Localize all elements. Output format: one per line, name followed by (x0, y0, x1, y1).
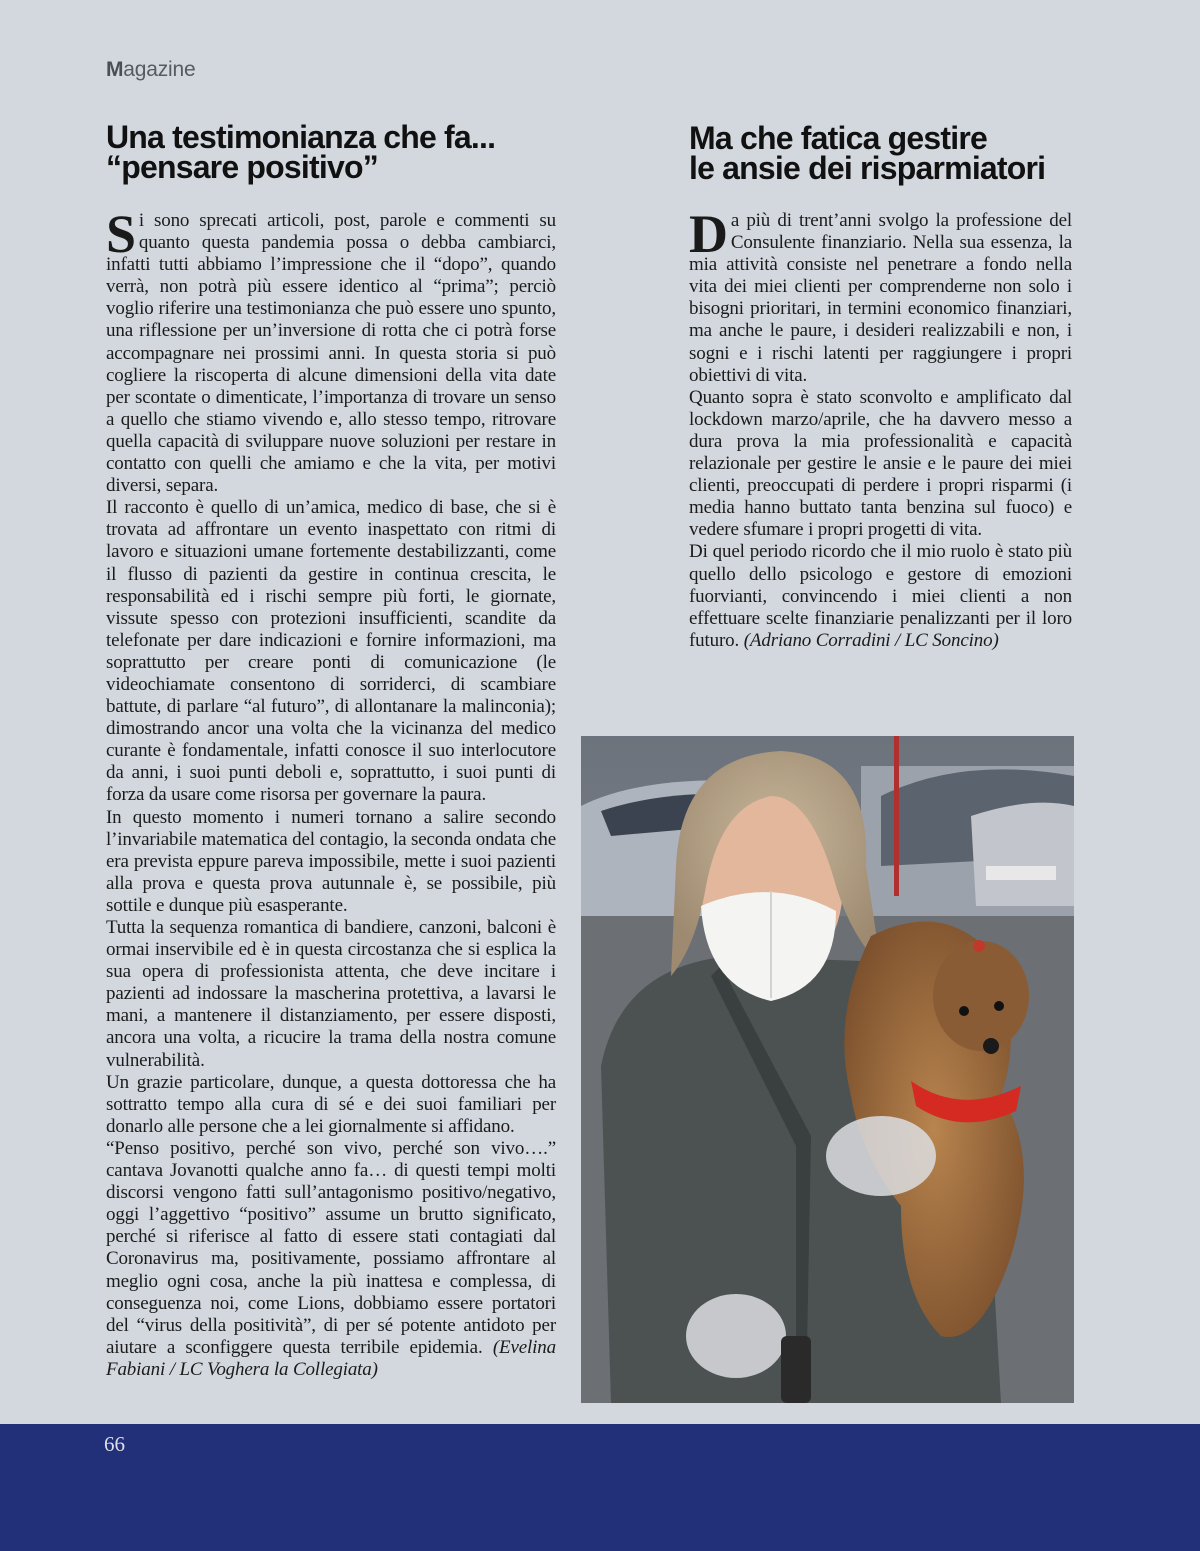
author-signature: (Adriano Corradini / LC Soncino) (743, 629, 999, 651)
right-article-title (689, 120, 1089, 186)
left-title-line-2: “pensare positivo” (106, 149, 378, 185)
page-number: 66 (104, 1432, 125, 1456)
paragraph: Tutta la sequenza romantica di bandiere, canzoni, balconi è ormai inservibile ed è in questa circostanza che si esplica la sua opera di professionista attenta, che deve incitare i pazienti ad indossare la mascherina protettiva, a lavarsi le mani, a mantenere il distanziamento, per essere disposti, ancora una volta, a ricucire la trama della nostra comune vulnerabilità. (106, 917, 556, 1071)
paragraph: Quanto sopra è stato sconvolto e amplificato dal lockdown marzo/aprile, che ha davvero messo a dura prova la mia professionalità e capacità relazionale per gestire le ansie e le paure dei miei clienti, preoccupati di perdere i propri risparmi (i media hanno buttato tanta benzina sul fuoco) e vedere sfumare i propri progetti di vita. (689, 386, 1072, 541)
section-label: Magazine (106, 58, 196, 81)
right-title-line-1: Ma che fatica gestire (689, 120, 987, 156)
drop-cap: D (689, 204, 728, 264)
left-article-title (106, 119, 566, 185)
paragraph: Un grazie particolare, dunque, a questa dottoressa che ha sottratto tempo alla cura di sé e dei suoi familiari per donarlo alle persone che a lei giornalmente si affidano. (106, 1071, 556, 1137)
paragraph: “Penso positivo, perché son vivo, perché son vivo….” cantava Jovanotti qualche anno fa… di questi tempi molti discorsi vengono fatti sull’antagonismo positivo/negativo, oggi l’aggettivo “positivo” assume un brutto significato, perché si riferisce al fatto di essere stati contagiati dal Coronavirus ma, positivamente, possiamo affrontare al meglio ogni cosa, anche la più inattesa e complessa, di conseguenza noi, come Lions, dobbiamo essere portatori del “virus della positività”, di per sé potente antidoto per aiutare a sconfiggere questa terribile epidemia. (Evelina Fabiani / LC Voghera la Collegiata) (106, 1137, 556, 1380)
paragraph: In questo momento i numeri tornano a salire secondo l’invariabile matematica del contagio, la seconda ondata che era prevista eppure pareva impossibile, mette i suoi pazienti alla prova e questa prova autunnale è, se possibile, più sottile e dunque più esasperante. (106, 806, 556, 916)
footer-band (0, 1424, 1200, 1551)
left-article-body (106, 204, 556, 1381)
right-article-body (689, 204, 1072, 652)
drop-cap: S (106, 204, 136, 264)
paragraph: Si sono sprecati articoli, post, parole e commenti su quanto questa pandemia possa o debba cambiarci, infatti tutti abbiamo l’impressione che il “dopo”, quando verrà, non potrà più essere identico al “prima”; perciò voglio riferire una testimonianza che può essere uno spunto, una riflessione per un’inversione di rotta che ci potrà forse accompagnare nei prossimi anni. In questa storia si può cogliere la riscoperta di alcune dimensioni della vita date per scontate o dimenticate, l’importanza di trovare un senso a quello che stiamo vivendo e, allo stesso tempo, ritrovare quella capacità di sviluppare nuove soluzioni per restare in contatto con quelli che amiamo e che la vita, per motivi diversi, separa. (106, 204, 556, 497)
author-signature: (Evelina Fabiani / LC Voghera la Collegiata) (106, 1336, 556, 1380)
paragraph: Di quel periodo ricordo che il mio ruolo è stato più quello dello psicologo e gestore di emozioni fuorvianti, convincendo i miei clienti a non effettuare scelte finanziarie penalizzanti per il loro futuro. (Adriano Corradini / LC Soncino) (689, 541, 1072, 651)
right-title-line-2: le ansie dei risparmiatori (689, 150, 1046, 186)
left-title-line-1: Una testimonianza che fa... (106, 119, 496, 155)
paragraph: Il racconto è quello di un’amica, medico di base, che si è trovata ad affrontare un evento inaspettato con ritmi di lavoro e situazioni umane fortemente destabilizzanti, come il flusso di pazienti da gestire in continua crescita, le responsabilità ed i rischi sempre più forti, le giornate, vissute spesso con protezioni insufficienti, scandite da telefonate per dare indicazioni e fornire informazioni, ma soprattutto per creare ponti di comunicazione (le videochiamate consentono di sorriderci, di scambiare battute, di parlare “al futuro”, di allontanare la malinconia); dimostrando ancor una volta che la vicinanza del medico curante è fondamentale, infatti conosce il suo interlocutore da anni, i suoi punti deboli e, soprattutto, i suoi punti di forza da usare come risorsa per governare la paura. (106, 497, 556, 806)
article-photo (581, 736, 1074, 1403)
paragraph: Da più di trent’anni svolgo la professione del Consulente finanziario. Nella sua essenza, la mia attività consiste nel penetrare a fondo nella vita dei miei clienti per comprenderne non solo i bisogni prioritari, in termini economico finanziari, ma anche le paure, i desideri realizzabili e non, i sogni e i rischi latenti per raggiungere i propri obiettivi di vita. (689, 204, 1072, 386)
